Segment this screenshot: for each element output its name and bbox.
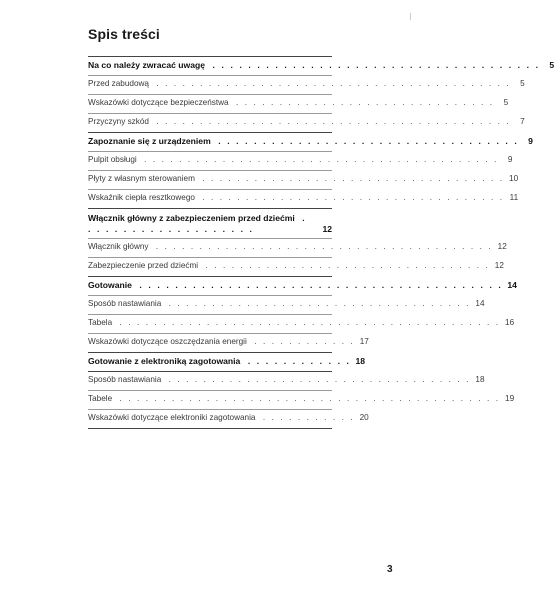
dot-leader: . . . . . . . . . . . . . . . . . . . . . . . . . . . . . . . . . . . <box>197 174 505 183</box>
toc-entry-9[interactable] <box>88 239 507 258</box>
toc-entry-title: Włącznik główny <box>88 242 149 251</box>
toc-entry-13[interactable] <box>88 315 515 334</box>
toc-entry-title: Zapoznanie się z urządzeniem <box>88 136 211 146</box>
toc-entry-page: 18 <box>475 375 485 384</box>
toc-entry-title: Przed zabudową <box>88 79 149 88</box>
toc-entry-title: Wskazówki dotyczące elektroniki zagotowania <box>88 413 256 422</box>
toc-entry-page: 18 <box>355 356 366 366</box>
toc-entry-11[interactable] <box>88 277 517 296</box>
dot-leader: . . . . . . . . . . . . . . . . . . . . . . . . . . . . . . <box>231 98 495 107</box>
toc-entry-title: Pulpit obsługi <box>88 155 137 164</box>
dot-leader: . . . . . . . . . . . . . . . . . . . . . . . . . . . . . . . . . . . . . . . . . . . . <box>115 318 501 327</box>
toc-entry-7[interactable] <box>88 190 519 209</box>
toc-entry-15[interactable] <box>88 353 366 372</box>
toc-entry-title: Włącznik główny z zabezpieczeniem przed dziećmi <box>88 213 295 223</box>
toc-entry-18[interactable] <box>88 410 369 429</box>
toc-entry-page: 19 <box>505 394 515 403</box>
dot-leader: . . . . . . . . . . . . . . . . . . . . . . . . . . . . . . . . . . . . . . . . . <box>152 79 511 88</box>
page-number: 3 <box>387 564 393 575</box>
toc-entry-title: Gotowanie z elektroniką zagotowania <box>88 356 241 366</box>
toc-entry-6[interactable] <box>88 171 519 190</box>
dot-leader: . . . . . . . . . . . . . . . . . . . . . . . . . . . . . . . . . . . <box>164 375 471 384</box>
dot-leader: . . . . . . . . . . . <box>258 413 355 422</box>
toc-entry-17[interactable] <box>88 391 515 410</box>
toc-entry-8[interactable] <box>88 209 332 239</box>
toc-entry-14[interactable] <box>88 334 369 353</box>
corner-mark <box>410 13 411 20</box>
page-title: Spis treści <box>88 26 160 42</box>
toc-entry-page: 9 <box>507 155 513 164</box>
toc-entry-title: Przyczyny szkód <box>88 117 149 126</box>
dot-leader: . . . . . . . . . . . . <box>243 356 352 366</box>
dot-leader: . . . . . . . . . . . . . . . . . . . . . . . . . . . . . . . . . . . . . . . <box>151 242 493 251</box>
dot-leader: . . . . . . . . . . . . . . . . . . . . . . . . . . . . . . . . . . . . . . . . . . . . <box>115 394 501 403</box>
toc-entry-page: 17 <box>359 337 369 346</box>
table-of-contents <box>88 56 554 429</box>
dot-leader: . . . . . . . . . . . . . . . . . . . . . . . . . . . . . . . . . . <box>213 136 519 146</box>
toc-entry-title: Sposób nastawiania <box>88 375 162 384</box>
toc-entry-3[interactable] <box>88 114 525 133</box>
toc-entry-page: 12 <box>497 242 507 251</box>
dot-leader: . . . . . . . . . . . . . . . . . . . . . . . . . . . . . . . . . . . . . . . . . <box>134 280 503 290</box>
toc-entry-title: Sposób nastawiania <box>88 299 162 308</box>
toc-entry-16[interactable] <box>88 372 485 391</box>
toc-entry-title: Tabela <box>88 318 113 327</box>
toc-entry-title: Zabezpieczenie przed dziećmi <box>88 261 199 270</box>
toc-entry-title: Gotowanie <box>88 280 132 290</box>
dot-leader: . . . . . . . . . . . . . . . . . . . . . . . . . . . . . . . . . . . . . . . . . <box>139 155 499 164</box>
toc-entry-page: 16 <box>505 318 515 327</box>
dot-leader: . . . . . . . . . . . . . . . . . . . . . . . . . . . . . . . . . . . . . <box>208 60 541 70</box>
toc-entry-title: Na co należy zwracać uwagę <box>88 60 206 70</box>
toc-entry-page: 10 <box>509 174 519 183</box>
toc-entry-page: 7 <box>520 117 525 126</box>
dot-leader: . . . . . . . . . . . . . . . . . . . . . . . . . . . . . . . . . . . <box>197 193 505 202</box>
toc-entry-page: 12 <box>494 261 504 270</box>
toc-entry-5[interactable] <box>88 152 513 171</box>
toc-entry-title: Wskazówki dotyczące bezpieczeństwa <box>88 98 229 107</box>
toc-entry-page: 14 <box>507 280 517 290</box>
toc-entry-page: 5 <box>520 79 525 88</box>
toc-entry-title: Wskazówki dotyczące oszczędzania energii <box>88 337 247 346</box>
toc-entry-page: 12 <box>322 224 332 234</box>
toc-entry-page: 20 <box>359 413 369 422</box>
toc-entry-2[interactable] <box>88 95 509 114</box>
toc-entry-page: 11 <box>509 193 519 202</box>
toc-entry-4[interactable] <box>88 133 533 152</box>
toc-entry-12[interactable] <box>88 296 485 315</box>
toc-entry-page: 5 <box>549 60 554 70</box>
dot-leader: . . . . . . . . . . . . . . . . . . . . . . . . . . . . . . . . . . . . . . . . . <box>151 117 511 126</box>
toc-entry-page: 9 <box>528 136 533 146</box>
toc-entry-0[interactable] <box>88 57 554 76</box>
dot-leader: . . . . . . . . . . . . <box>249 337 355 346</box>
toc-entry-title: Tabele <box>88 394 113 403</box>
toc-entry-10[interactable] <box>88 258 504 277</box>
dot-leader: . . . . . . . . . . . . . . . . . . . . <box>88 213 307 234</box>
toc-entry-title: Płyty z własnym sterowaniem <box>88 174 195 183</box>
toc-entry-page: 14 <box>475 299 485 308</box>
dot-leader: . . . . . . . . . . . . . . . . . . . . . . . . . . . . . . . . . . . <box>164 299 471 308</box>
toc-entry-page: 5 <box>503 98 509 107</box>
toc-entry-1[interactable] <box>88 76 525 95</box>
toc-entry-title: Wskaźnik ciepła resztkowego <box>88 193 195 202</box>
dot-leader: . . . . . . . . . . . . . . . . . . . . . . . . . . . . . . . . . <box>201 261 490 270</box>
